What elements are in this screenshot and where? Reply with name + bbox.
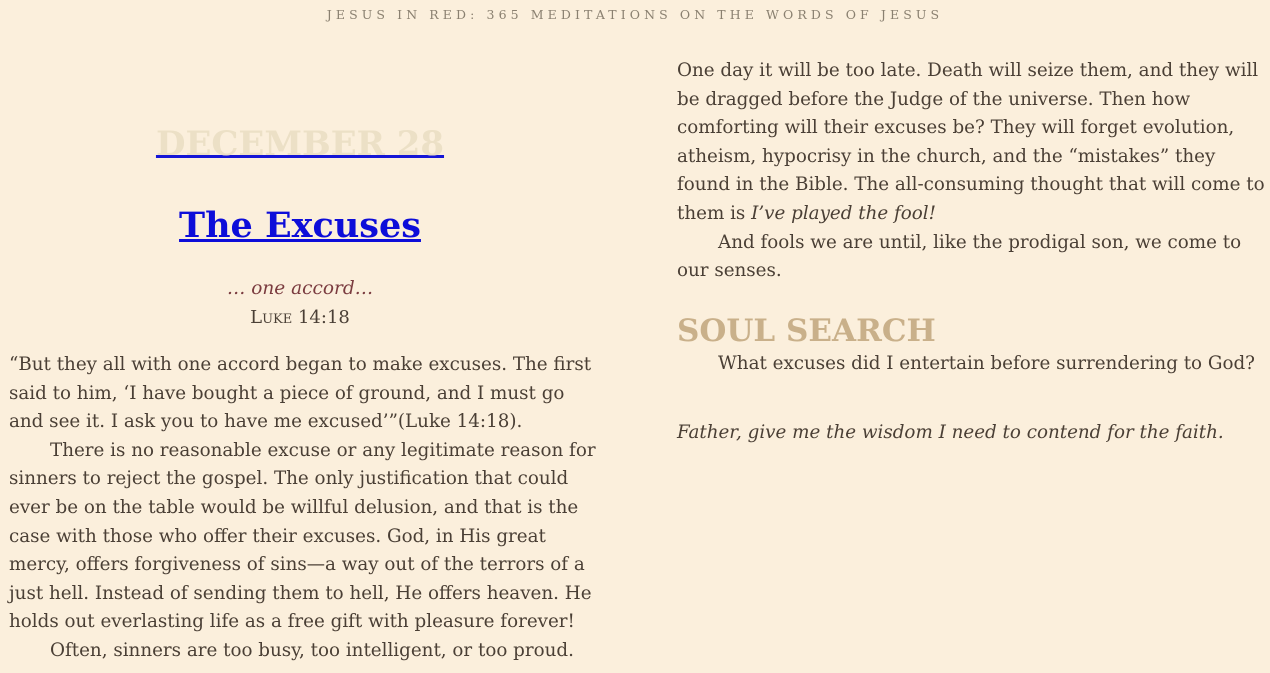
running-header: JESUS IN RED: 365 MEDITATIONS ON THE WORDS OF JESUS [326, 7, 944, 22]
paragraph-text: One day it will be too late. Death will seize them, and they will be dragged before the Judge of the universe. Then how comforting will their excuses be? They will forget evolution, atheism, hypocrisy in the church, and the “mistakes” they found in the Bible. The all-consuming thought that will come to them is [677, 60, 1265, 224]
key-phrase: … one accord… [226, 278, 374, 299]
scripture-reference [9, 305, 591, 331]
body-paragraph: And fools we are until, like the prodigal son, we come to our senses. [677, 231, 1242, 282]
body-paragraph: There is no reasonable excuse or any legitimate reason for sinners to reject the gospel. The only justification that could ever be on the table would be willful delusion, and that is the case with those who offer their excuses. God, in His great mercy, offers forgiveness of sins—a way out of the terrors of a just hell. Instead of sending them to hell, He offers heaven. He holds out everlasting life as a free gift with pleasure forever! [9, 439, 596, 633]
emphasis-text: I’ve played the fool! [751, 202, 936, 224]
soul-search-heading: SOUL SEARCH [677, 312, 936, 349]
right-page-column [677, 57, 1267, 448]
left-body-text [9, 351, 599, 666]
reference-verse: 14:18 [292, 307, 350, 328]
reference-book: Luke [250, 307, 293, 328]
soul-search-question: What excuses did I entertain before surrendering to God? [718, 352, 1255, 374]
scripture-quote-paragraph: “But they all with one accord began to make excuses. The first said to him, ‘I have bought a piece of ground, and I must go and see it. I ask you to have me excused’”(Luke 14:18). [9, 354, 592, 433]
body-paragraph [677, 57, 1267, 229]
prayer-text: Father, give me the wisdom I need to contend for the faith. [677, 422, 1224, 444]
chapter-title-link[interactable]: The Excuses [179, 205, 421, 246]
date-link[interactable]: DECEMBER 28 [155, 124, 445, 164]
body-paragraph: Often, sinners are too busy, too intelligent, or too proud. [50, 639, 574, 661]
